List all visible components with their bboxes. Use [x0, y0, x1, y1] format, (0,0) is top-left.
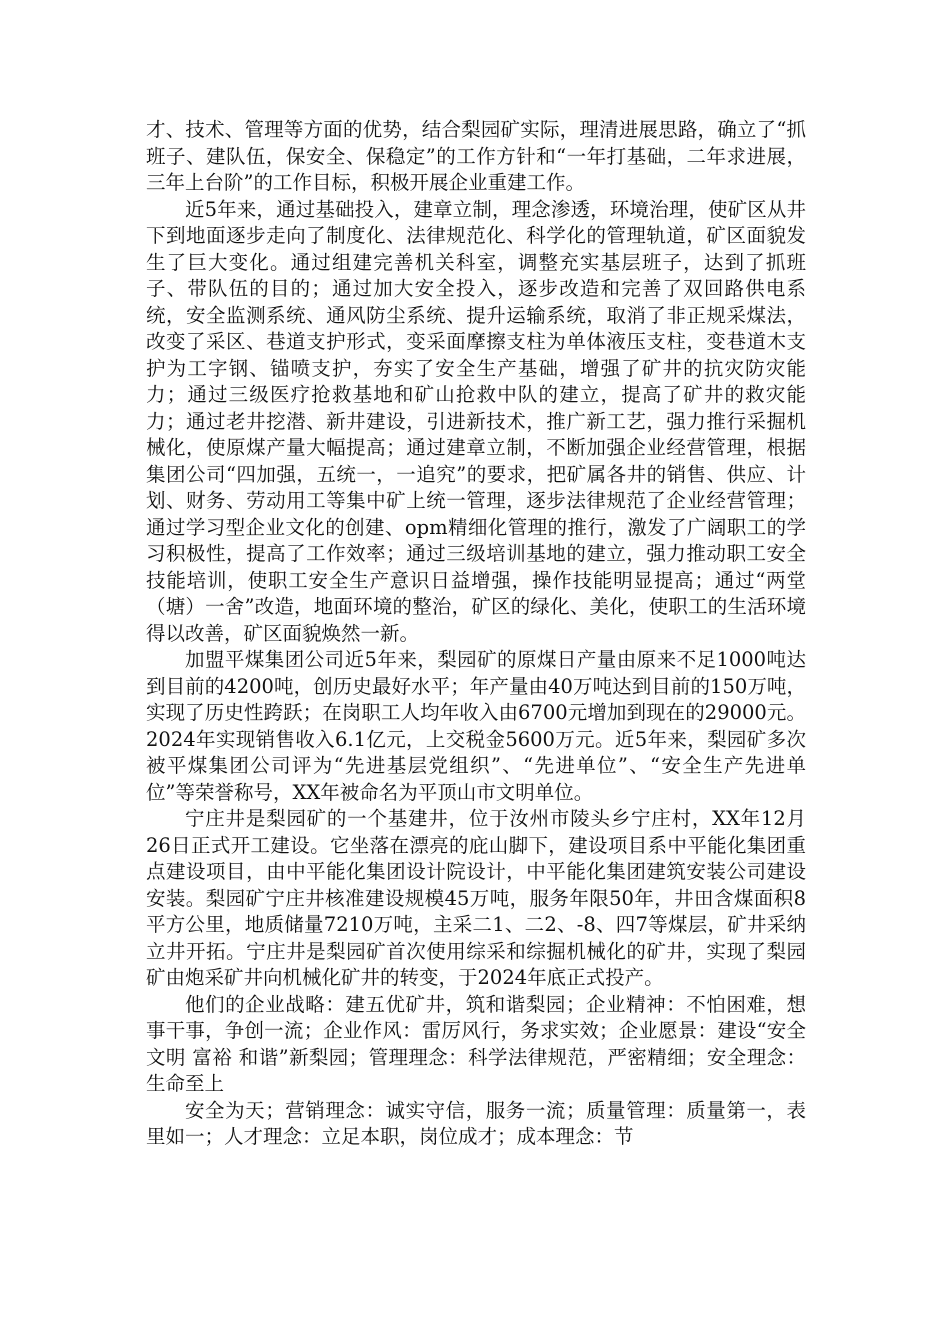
- paragraph-4: 宁庄井是梨园矿的一个基建井，位于汝州市陵头乡宁庄村，XX年12月26日正式开工建设。它坐落在漂亮的庇山脚下，建设项目系中平能化集团重点建设项目，由中平能化集团设计院设计，中平能化集团建筑安装公司建设安装。梨园矿宁庄井核准建设规模45万吨，服务年限50年，井田含煤面积8平方公里，地质储量7210万吨，主采二1、二2、-8、四7等煤层，矿井采纳立井开拓。宁庄井是梨园矿首次使用综采和综掘机械化的矿井，实现了梨园矿由炮采矿井向机械化矿井的转变，于2024年底正式投产。: [146, 807, 806, 989]
- paragraph-5: 他们的企业战略：建五优矿井，筑和谐梨园；企业精神：不怕困难，想事干事，争创一流；企业作风：雷厉风行，务求实效；企业愿景：建设“安全文明 富裕 和谐”新梨园；管理理念：科学法律规范，严密精细；安全理念：生命至上: [146, 992, 806, 1095]
- document-body: [146, 117, 806, 1151]
- paragraph-2: 近5年来，通过基础投入，建章立制，理念渗透，环境治理，使矿区从井下到地面逐步走向了制度化、法律规范化、科学化的管理轨道，矿区面貌发生了巨大变化。通过组建完善机关科室，调整充实基层班子，达到了抓班子、带队伍的目的；通过加大安全投入，逐步改造和完善了双回路供电系统，安全监测系统、通风防尘系统、提升运输系统，取消了非正规采煤法，改变了采区、巷道支护形式，变采面摩擦支柱为单体液压支柱，变巷道木支护为工字钢、锚喷支护，夯实了安全生产基础，增强了矿井的抗灾防灾能力；通过三级医疗抢救基地和矿山抢救中队的建立，提高了矿井的救灾能力；通过老井挖潜、新井建设，引进新技术，推广新工艺，强力推行采掘机械化，使原煤产量大幅提高；通过建章立制，不断加强企业经营管理，根据集团公司“四加强，五统一，一追究”的要求，把矿属各井的销售、供应、计划、财务、劳动用工等集中矿上统一管理，逐步法律规范了企业经营管理；通过学习型企业文化的创建、opm精细化管理的推行，激发了广阔职工的学习积极性，提高了工作效率；通过三级培训基地的建立，强力推动职工安全技能培训，使职工安全生产意识日益增强，操作技能明显提高；通过“两堂（塘）一舍”改造，地面环境的整治，矿区的绿化、美化，使职工的生活环境得以改善，矿区面貌焕然一新。: [146, 197, 806, 645]
- paragraph-1: 才、技术、管理等方面的优势，结合梨园矿实际，理清进展思路，确立了“抓班子、建队伍，保安全、保稳定”的工作方针和“一年打基础，二年求进展，三年上台阶”的工作目标，积极开展企业重建工作。: [146, 118, 806, 194]
- paragraph-3: 加盟平煤集团公司近5年来，梨园矿的原煤日产量由原来不足1000吨达到目前的4200吨，创历史最好水平；年产量由40万吨达到目前的150万吨，实现了历史性跨跃；在岗职工人均年收入由6700元增加到现在的29000元。2024年实现销售收入6.1亿元，上交税金5600万元。近5年来，梨园矿多次被平煤集团公司评为“先进基层党组织”、“先进单位”、“安全生产先进单位”等荣誉称号，XX年被命名为平顶山市文明单位。: [146, 648, 806, 804]
- paragraph-6: 安全为天；营销理念：诚实守信，服务一流；质量管理：质量第一，表里如一；人才理念：立足本职，岗位成才；成本理念：节: [146, 1098, 806, 1148]
